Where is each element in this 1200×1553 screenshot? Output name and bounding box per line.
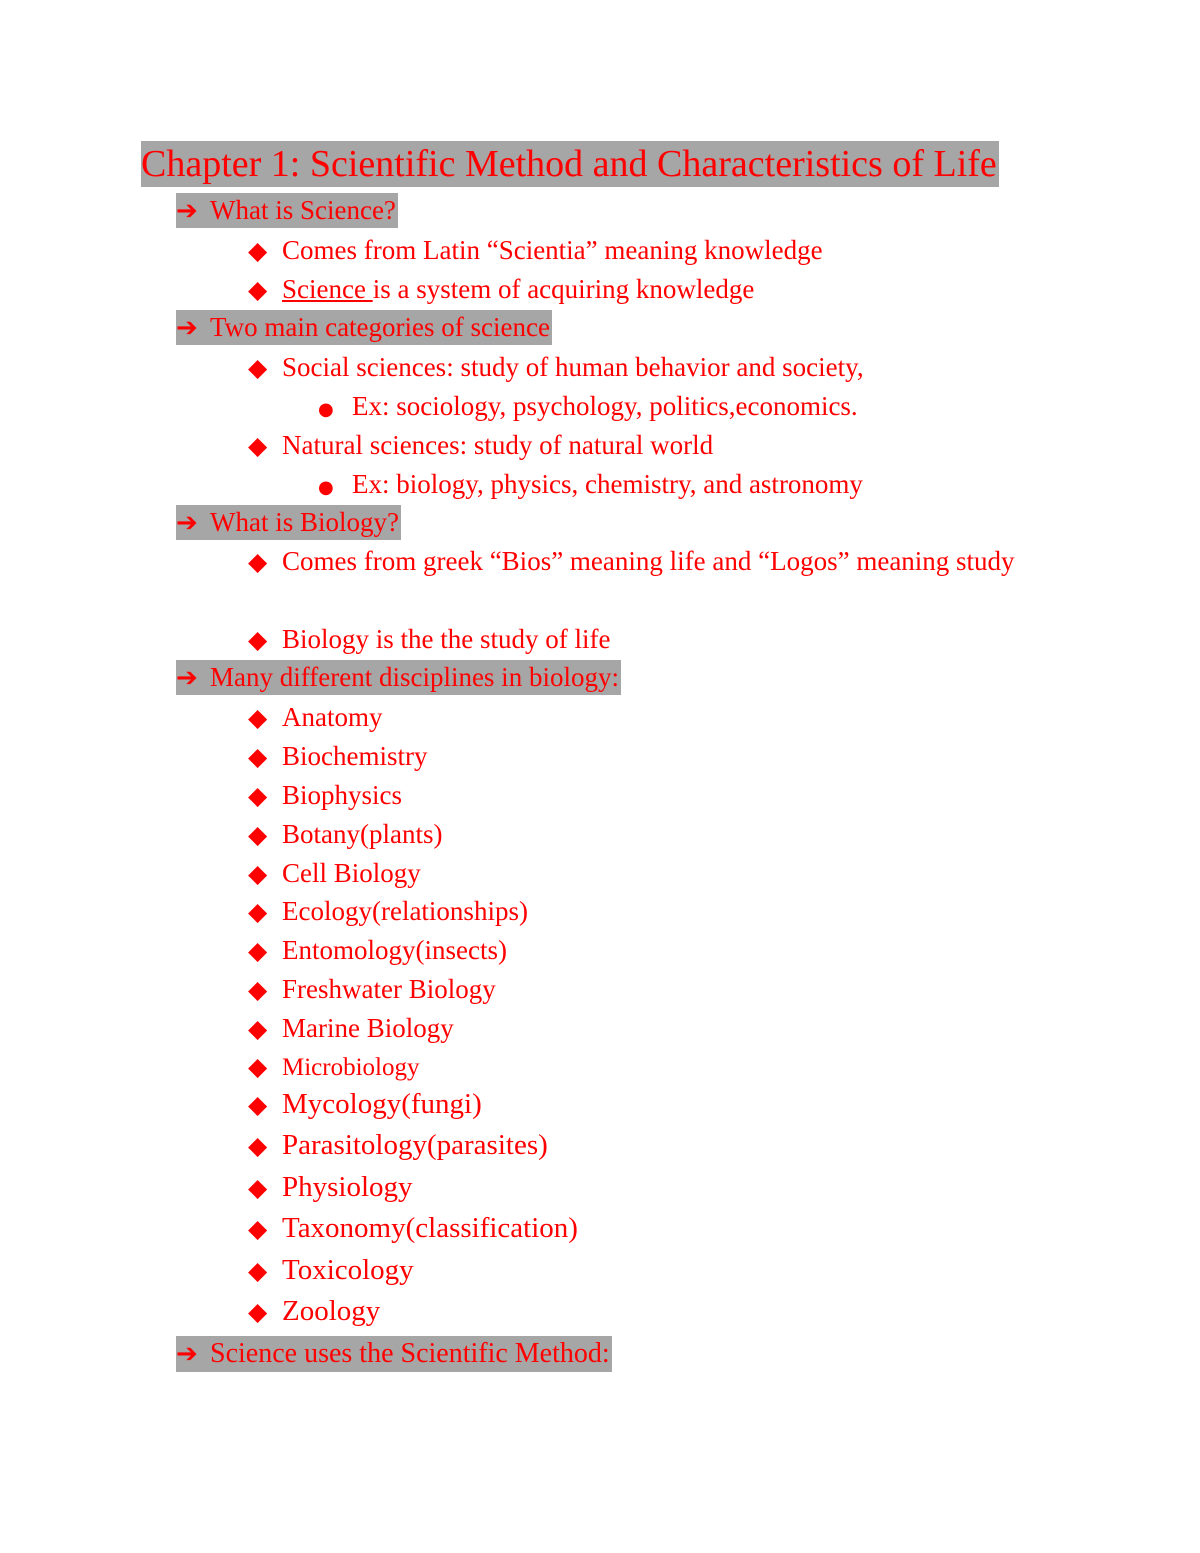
arrow-right-icon: ➔ <box>176 663 198 693</box>
diamond-icon: ◆ <box>248 781 268 810</box>
diamond-icon: ◆ <box>248 1052 268 1081</box>
list-item: ◆ Parasitology(parasites) <box>248 1126 548 1165</box>
page-title: Chapter 1: Scientific Method and Characteristics of Life <box>141 143 997 185</box>
list-item: ◆ Marine Biology <box>248 1009 454 1048</box>
diamond-icon: ◆ <box>248 820 268 849</box>
list-item: ◆ Biophysics <box>248 776 402 815</box>
list-item: ◆ Comes from Latin “Scientia” meaning knowledge <box>248 231 823 270</box>
diamond-icon: ◆ <box>248 1090 268 1119</box>
diamond-icon: ◆ <box>248 703 268 732</box>
diamond-icon: ◆ <box>248 625 268 654</box>
list-item: ◆ Ecology(relationships) <box>248 892 528 931</box>
diamond-icon: ◆ <box>248 936 268 965</box>
diamond-icon: ◆ <box>248 975 268 1004</box>
section-heading: ➔ Many different disciplines in biology: <box>176 660 621 695</box>
arrow-right-icon: ➔ <box>176 508 198 538</box>
diamond-icon: ◆ <box>248 859 268 888</box>
list-item: ◆ Biology is the the study of life <box>248 620 610 659</box>
diamond-icon: ◆ <box>248 1214 268 1243</box>
list-item: ◆ Cell Biology <box>248 854 421 893</box>
diamond-icon: ◆ <box>248 1173 268 1202</box>
sub-list-item: ● Ex: sociology, psychology, politics,economics. <box>318 387 858 429</box>
arrow-right-icon: ➔ <box>176 1339 198 1369</box>
list-item: ◆ Mycology(fungi) <box>248 1085 482 1124</box>
diamond-icon: ◆ <box>248 1014 268 1043</box>
list-item: ◆ Biochemistry <box>248 737 427 776</box>
underlined-term: Science <box>282 274 373 304</box>
diamond-icon: ◆ <box>248 1131 268 1160</box>
list-item: ◆ Science is a system of acquiring knowledge <box>248 270 754 309</box>
list-item: ◆ Natural sciences: study of natural world <box>248 426 713 465</box>
section-heading: ➔ What is Biology? <box>176 505 401 540</box>
list-item: ◆ Toxicology <box>248 1251 414 1290</box>
diamond-icon: ◆ <box>248 547 268 576</box>
section-heading: ➔ Two main categories of science <box>176 310 552 345</box>
diamond-icon: ◆ <box>248 236 268 265</box>
list-item: ◆ Botany(plants) <box>248 815 442 854</box>
sub-list-item: ● Ex: biology, physics, chemistry, and astronomy <box>318 465 863 507</box>
arrow-right-icon: ➔ <box>176 196 198 226</box>
list-item: ◆ Taxonomy(classification) <box>248 1209 578 1248</box>
list-item: ◆ Comes from greek “Bios” meaning life and “Logos” meaning study <box>248 542 1072 581</box>
list-item: ◆ Entomology(insects) <box>248 931 507 970</box>
dot-icon: ● <box>318 399 334 420</box>
diamond-icon: ◆ <box>248 431 268 460</box>
diamond-icon: ◆ <box>248 742 268 771</box>
list-item: ◆ Microbiology <box>248 1047 420 1087</box>
list-item: ◆ Freshwater Biology <box>248 970 496 1009</box>
list-item: ◆ Zoology <box>248 1292 380 1331</box>
diamond-icon: ◆ <box>248 1297 268 1326</box>
diamond-icon: ◆ <box>248 1256 268 1285</box>
section-heading: ➔ What is Science? <box>176 193 398 228</box>
dot-icon: ● <box>318 477 334 498</box>
list-item: ◆ Physiology <box>248 1168 413 1207</box>
diamond-icon: ◆ <box>248 353 268 382</box>
diamond-icon: ◆ <box>248 897 268 926</box>
diamond-icon: ◆ <box>248 275 268 304</box>
list-item: ◆ Anatomy <box>248 698 383 737</box>
list-item: ◆ Social sciences: study of human behavior and society, <box>248 348 864 387</box>
section-heading: ➔ Science uses the Scientific Method: <box>176 1336 612 1372</box>
arrow-right-icon: ➔ <box>176 313 198 343</box>
